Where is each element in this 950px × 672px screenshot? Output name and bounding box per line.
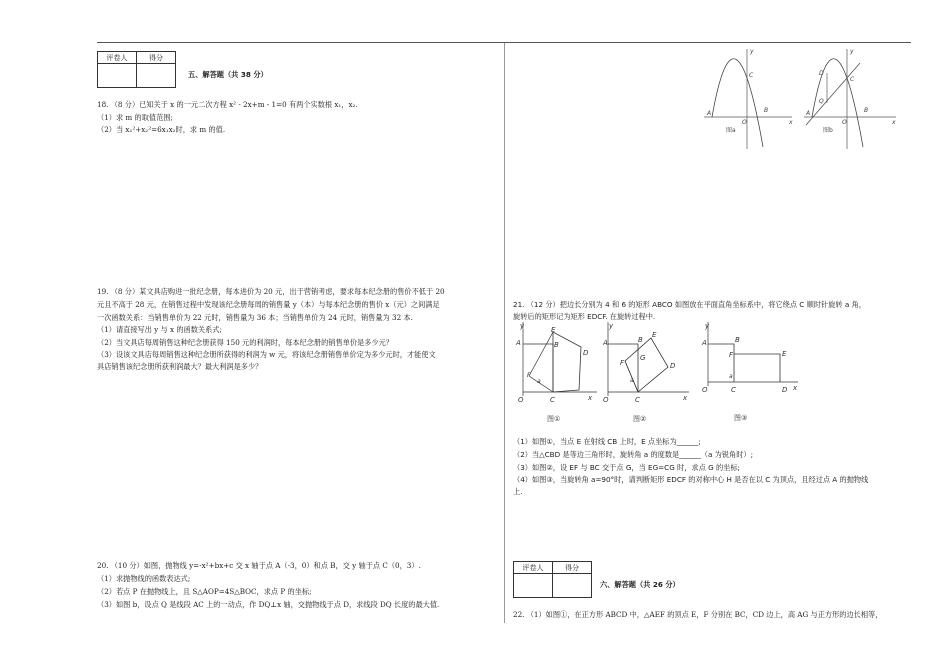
question-19-part1: （1）请直接写出 y 与 x 的函数关系式;: [97, 325, 222, 334]
question-21-line1: 21. （12 分）把边长分别为 4 和 6 的矩形 ABCO 如图放在平面直角坐标系中，将它绕点 C 顺时针旋转 a 角，: [513, 300, 866, 309]
label-y: y: [705, 322, 710, 330]
question-20-part2: （2）若点 P 在抛物线上，且 S△AOP=4S△BOC，求点 P 的坐标;: [97, 587, 312, 596]
label-x: x: [793, 384, 798, 392]
label-c: C: [749, 72, 754, 79]
question-21-part3: （3）如图②，设 EF 与 BC 交于点 G，当 EG=CG 时，求点 G 的坐标;: [513, 463, 740, 472]
label-f: F: [620, 359, 625, 367]
label-y: y: [750, 48, 754, 55]
figure-2-caption: 图②: [633, 415, 647, 423]
label-o: O: [702, 386, 708, 394]
label-e: E: [652, 331, 657, 339]
question-18-part2: （2）当 x₁²+x₂²=6x₁x₂时，求 m 的值.: [97, 125, 226, 134]
question-19-line3: 一次函数关系：当销售单价为 22 元时，销售量为 36 本；当销售单价为 24 元时，销售量为 32 本.: [97, 313, 413, 322]
label-y: y: [609, 322, 614, 330]
label-g: G: [640, 354, 646, 362]
column-divider: [504, 43, 505, 623]
score-table: [513, 561, 592, 598]
label-a: A: [707, 110, 712, 117]
figure-a-caption: 图a: [726, 127, 736, 134]
question-19-part3a: （3）设该文具店每周销售这种纪念册所获得的利润为 w 元，将该纪念册销售单价定为多少元时，才能使文: [97, 350, 436, 359]
label-d: D: [670, 362, 676, 370]
label-b: B: [554, 341, 559, 349]
label-d: D: [782, 386, 788, 394]
figure-3-caption: 图③: [734, 414, 748, 422]
label-d: D: [819, 70, 824, 77]
rectangle-edcf: [734, 354, 780, 382]
question-21-part4b: 上.: [513, 487, 523, 496]
score-table: [97, 51, 176, 88]
label-o: O: [603, 396, 609, 404]
section-title: 六、解答题（共 26 分）: [600, 580, 680, 589]
section-title: 五、解答题（共 38 分）: [188, 70, 268, 79]
grader-cell[interactable]: [98, 64, 137, 88]
label-q: Q: [819, 98, 824, 105]
question-21-part1: （1）如图①，当点 E 在射线 CB 上时，E 点坐标为______;: [513, 437, 701, 446]
question-19-part2: （2）当文具店每周销售这种纪念册获得 150 元的利润时，每本纪念册的销售单价是多少元？: [97, 338, 393, 347]
figure-1: [513, 320, 599, 430]
label-angle: a: [630, 377, 634, 384]
question-21-line2: 旋转后的矩形记为矩形 EDCF. 在旋转过程中.: [513, 312, 656, 321]
label-c: C: [635, 396, 640, 404]
label-x: x: [683, 394, 688, 402]
label-c: C: [731, 386, 736, 394]
figure-1-caption: 图①: [547, 415, 561, 423]
label-x: x: [789, 119, 793, 126]
figure-3: [698, 320, 802, 430]
question-19-line1: 19. （8 分）某文具店购进一批纪念册，每本进价为 20 元，出于营销考虑，要求每本纪念册的售价不低于 20: [97, 287, 445, 296]
figure-b-caption: 图b: [823, 127, 833, 134]
question-18-stem: 18. （8 分）已知关于 x 的一元二次方程 x² - 2x+m - 1=0 有两个实数根 x₁，x₂.: [97, 100, 358, 109]
label-x: x: [892, 119, 896, 126]
label-a: A: [516, 339, 521, 347]
score-label: 得分: [553, 562, 592, 574]
label-b: B: [638, 336, 643, 344]
score-cell[interactable]: [553, 574, 592, 598]
label-b: B: [735, 336, 740, 344]
label-f: F: [527, 372, 531, 379]
figure-b: [800, 45, 900, 150]
label-c: C: [550, 396, 555, 404]
figure-2: [603, 320, 693, 430]
label-e: E: [782, 350, 787, 358]
edge-fc: [529, 376, 553, 392]
score-label: 得分: [137, 52, 176, 64]
label-o: O: [518, 396, 524, 404]
label-d: D: [583, 349, 589, 357]
figure-a: [700, 45, 796, 150]
label-y: y: [850, 48, 854, 55]
rectangle-abco: [608, 344, 638, 392]
grader-cell[interactable]: [514, 574, 553, 598]
label-e: E: [551, 326, 556, 334]
label-angle: a: [729, 373, 733, 380]
question-21-part2: （2）当△CBD 是等边三角形时，旋转角 a 的度数是______（a 为锐角时）;: [513, 450, 754, 459]
label-x: x: [588, 394, 593, 402]
question-19-line2: 元且不高于 28 元，在销售过程中发现该纪念册每周的销售量 y（本）与每本纪念册的售价 x（元）之间满足: [97, 300, 440, 309]
label-o: O: [842, 119, 847, 126]
label-f: F: [729, 351, 734, 359]
label-c: C: [850, 76, 855, 83]
grader-label: 评卷人: [98, 52, 137, 64]
question-18-part1: （1）求 m 的取值范围;: [97, 113, 173, 122]
edge-fe: [529, 332, 553, 376]
parabola: [712, 59, 763, 147]
score-cell[interactable]: [137, 64, 176, 88]
label-a: A: [806, 110, 811, 117]
question-20-part3: （3）如图 b，设点 Q 是线段 AC 上的一动点，作 DQ⊥x 轴，交抛物线于点 D，求线段 DQ 长度的最大值.: [97, 600, 440, 609]
label-a: A: [702, 339, 707, 347]
label-a: A: [603, 339, 608, 347]
label-y: y: [520, 322, 525, 330]
grader-label: 评卷人: [514, 562, 553, 574]
label-o: O: [742, 119, 747, 126]
question-19-part3b: 具店销售该纪念册所获利润最大？最大利润是多少？: [97, 362, 263, 371]
label-b: B: [864, 107, 869, 114]
question-22-line1: 22. （1）如图①，在正方形 ABCD 中，△AEF 的顶点 E，F 分别在 BC，CD 边上，高 AG 与正方形的边长相等，: [513, 610, 883, 619]
question-20-stem: 20. （10 分）如图，抛物线 y=-x²+bx+c 交 x 轴于点 A（-3，0）和点 B，交 y 轴于点 C（0，3）.: [97, 561, 421, 570]
label-angle: a: [537, 378, 541, 385]
question-20-part1: （1）求抛物线的函数表达式;: [97, 574, 191, 583]
label-b: B: [764, 107, 769, 114]
question-21-part4a: （4）如图③，当旋转角 a=90°时，请判断矩形 EDCF 的对称中心 H 是否在以 C 为顶点，且经过点 A 的抛物线: [513, 475, 869, 484]
